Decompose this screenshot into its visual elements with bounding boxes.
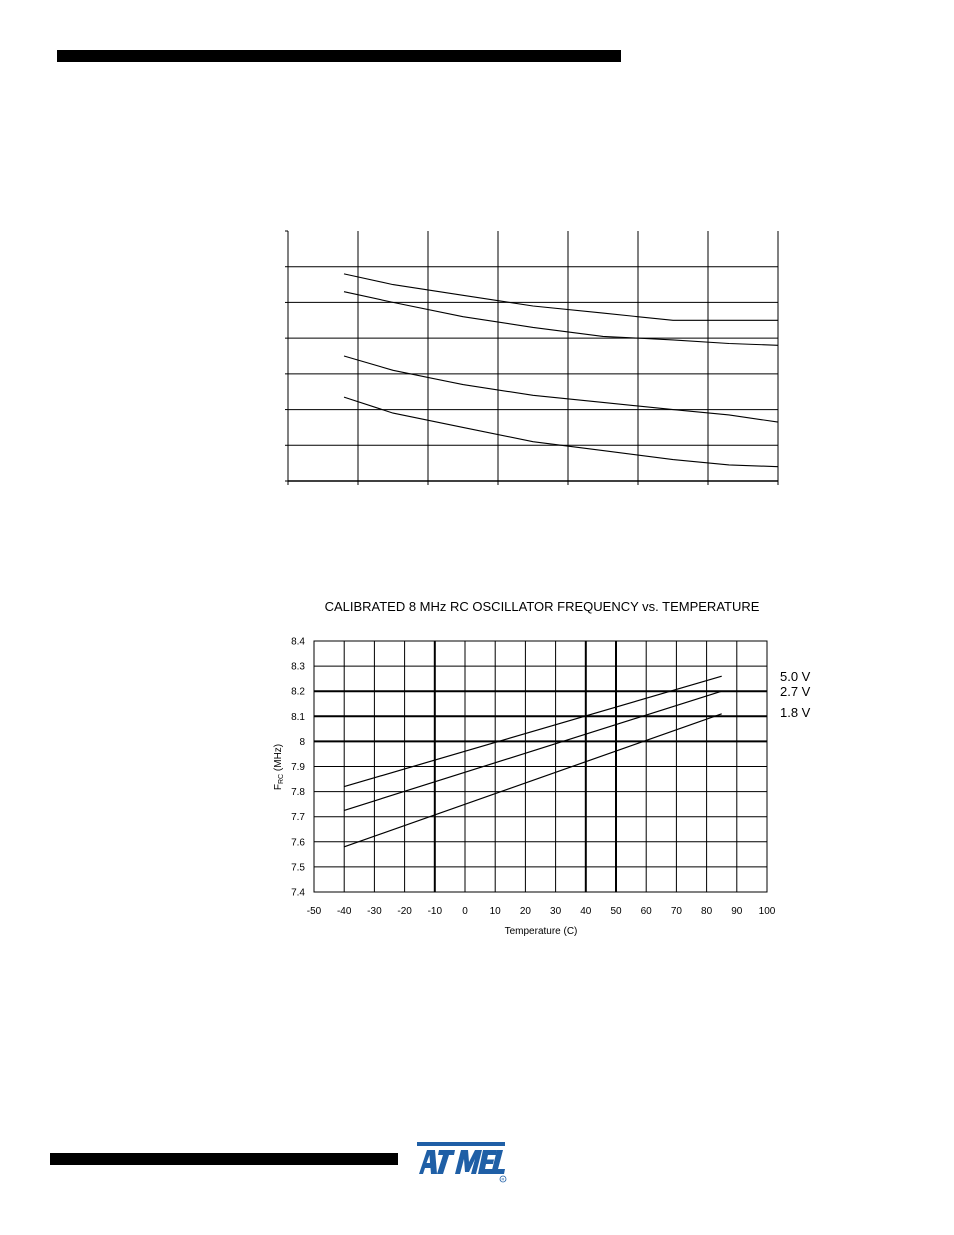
chart-2-y-tick-label: 7.9 <box>291 762 305 773</box>
chart-2-oscillator-frequency <box>273 599 811 937</box>
chart-2-series-line-27V <box>344 691 722 810</box>
chart-1-series-4-line <box>344 397 778 467</box>
chart-2-x-tick-label: 80 <box>701 906 713 917</box>
chart-2-x-tick-label: 10 <box>489 906 501 917</box>
atmel-logo-icon <box>413 1136 509 1184</box>
svg-text:R: R <box>501 1176 505 1182</box>
chart-1-series-1-line <box>344 274 778 320</box>
chart-2-y-tick-label: 8.3 <box>291 661 305 673</box>
chart-1-series-3-line <box>344 356 778 422</box>
chart-2-x-tick-label: 70 <box>670 906 682 917</box>
chart-2-series-line-18V <box>344 714 722 847</box>
chart-2-series-line-50V <box>344 676 722 786</box>
chart-2-x-tick-label: -20 <box>397 906 412 917</box>
chart-2-y-tick-label: 8.2 <box>291 686 305 698</box>
chart-2-x-tick-label: 50 <box>610 906 622 917</box>
chart-2-x-tick-label: -40 <box>336 906 352 917</box>
footer-rule <box>50 1153 398 1165</box>
chart-2-y-tick-label: 7.6 <box>291 837 305 849</box>
chart-2-y-tick-label: 7.8 <box>291 787 305 799</box>
chart-2-y-tick-label: 8.4 <box>291 636 305 648</box>
chart-2-x-tick-label: -50 <box>306 906 322 917</box>
chart-2-legend-label: 2.7 V <box>780 684 811 699</box>
chart-1-upper <box>285 231 778 485</box>
chart-2-y-tick-label: 8.1 <box>291 711 305 723</box>
y-label-unit: (MHz) <box>273 743 284 774</box>
chart-2-x-tick-label: 100 <box>758 906 776 917</box>
chart-2-x-tick-label: -30 <box>367 906 382 917</box>
chart-2-y-tick-label: 7.5 <box>291 862 305 874</box>
chart-2-x-tick-label: 30 <box>550 906 562 917</box>
chart-2-legend-label: 1.8 V <box>780 705 811 720</box>
chart-2-x-tick-label: 40 <box>580 906 592 917</box>
chart-2-y-axis-label <box>273 744 285 790</box>
chart-2-x-tick-label: 20 <box>519 906 531 917</box>
chart-2-x-tick-label: 90 <box>731 906 743 917</box>
chart-2-y-tick-label: 7.4 <box>291 887 305 899</box>
chart-2-x-tick-label: -10 <box>427 906 443 917</box>
chart-2-x-axis-label: Temperature (C) <box>504 926 578 937</box>
chart-1-series-2-line <box>344 292 778 346</box>
chart-2-legend-label: 5.0 V <box>780 669 811 684</box>
chart-2-x-tick-label: 60 <box>640 906 652 917</box>
chart-2-y-tick-label: 7.7 <box>291 812 305 824</box>
chart-2-x-tick-label: 0 <box>462 906 468 917</box>
y-label-main: F <box>273 784 284 791</box>
y-label-sub: RC <box>278 773 285 785</box>
chart-2-y-tick-label: 8 <box>299 736 305 748</box>
chart-2-title: CALIBRATED 8 MHz RC OSCILLATOR FREQUENCY vs. TEMPERATURE <box>324 599 760 614</box>
